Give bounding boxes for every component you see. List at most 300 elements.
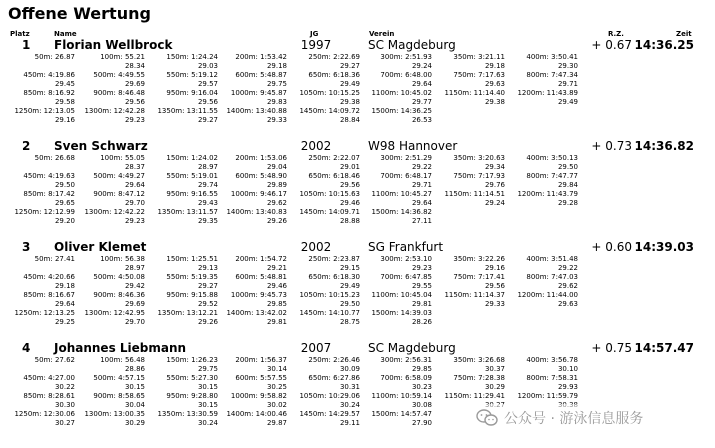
split-time: 50m: 27.41 bbox=[34, 255, 75, 263]
split-time: 1500m: 14:39.03 bbox=[371, 309, 432, 317]
lap-time: 29.87 bbox=[266, 419, 287, 427]
split-table bbox=[0, 154, 715, 226]
split-time: 100m: 55.21 bbox=[100, 53, 145, 61]
lap-time: 30.27 bbox=[54, 419, 75, 427]
split-time: 350m: 3:22.26 bbox=[453, 255, 505, 263]
lap-time: 29.21 bbox=[266, 264, 287, 272]
entry-name: Oliver Klemet bbox=[54, 240, 147, 254]
lap-time: 30.23 bbox=[411, 383, 432, 391]
lap-time: 29.03 bbox=[197, 62, 218, 70]
entry-year: 2002 bbox=[300, 240, 332, 254]
split-time: 50m: 26.68 bbox=[34, 154, 75, 162]
split-lap-row bbox=[0, 80, 715, 89]
lap-time: 30.29 bbox=[124, 419, 145, 427]
lap-time: 29.33 bbox=[484, 300, 505, 308]
split-time: 1450m: 14:29.57 bbox=[299, 410, 360, 418]
split-time: 1150m: 11:14.40 bbox=[444, 89, 505, 97]
split-time: 1000m: 9:58.82 bbox=[230, 392, 287, 400]
entry-rz: + 0.67 bbox=[591, 38, 632, 52]
lap-time: 30.15 bbox=[124, 383, 145, 391]
split-row bbox=[0, 172, 715, 181]
split-time: 800m: 7:47.34 bbox=[526, 71, 578, 79]
split-time: 1250m: 12:12.99 bbox=[14, 208, 75, 216]
lap-time: 29.33 bbox=[266, 116, 287, 124]
lap-time: 29.38 bbox=[339, 98, 360, 106]
split-time: 700m: 6:48.00 bbox=[380, 71, 432, 79]
split-time: 250m: 2:22.07 bbox=[308, 154, 360, 162]
split-lap-row bbox=[0, 199, 715, 208]
lap-time: 29.49 bbox=[557, 98, 578, 106]
split-time: 1450m: 14:09.72 bbox=[299, 107, 360, 115]
split-time: 700m: 6:48.17 bbox=[380, 172, 432, 180]
split-row bbox=[0, 53, 715, 62]
result-entry bbox=[0, 138, 715, 240]
lap-time: 29.57 bbox=[197, 80, 218, 88]
lap-time: 29.89 bbox=[266, 181, 287, 189]
split-time: 1000m: 9:46.17 bbox=[230, 190, 287, 198]
split-time: 100m: 56.38 bbox=[100, 255, 145, 263]
entry-club: SC Magdeburg bbox=[368, 341, 456, 355]
split-time: 250m: 2:23.87 bbox=[308, 255, 360, 263]
split-time: 100m: 55.05 bbox=[100, 154, 145, 162]
lap-time: 29.46 bbox=[266, 282, 287, 290]
lap-time: 30.09 bbox=[339, 365, 360, 373]
lap-time: 29.23 bbox=[124, 116, 145, 124]
split-time: 300m: 2:56.31 bbox=[380, 356, 432, 364]
lap-time: 29.16 bbox=[54, 116, 75, 124]
lap-time: 28.37 bbox=[124, 163, 145, 171]
lap-time: 29.69 bbox=[124, 80, 145, 88]
entry-place: 4 bbox=[22, 341, 31, 355]
lap-time: 29.76 bbox=[484, 181, 505, 189]
entry-place: 2 bbox=[22, 139, 31, 153]
entry-rz: + 0.60 bbox=[591, 240, 632, 254]
lap-time: 29.22 bbox=[557, 264, 578, 272]
split-lap-row bbox=[0, 282, 715, 291]
split-time: 850m: 8:17.42 bbox=[23, 190, 75, 198]
split-time: 1300m: 12:42.28 bbox=[84, 107, 145, 115]
split-time: 1300m: 12:42.22 bbox=[84, 208, 145, 216]
lap-time: 29.49 bbox=[339, 282, 360, 290]
split-row bbox=[0, 255, 715, 264]
lap-time: 29.63 bbox=[557, 300, 578, 308]
lap-time: 29.74 bbox=[197, 181, 218, 189]
split-time: 1300m: 13:00.35 bbox=[84, 410, 145, 418]
lap-time: 29.64 bbox=[411, 199, 432, 207]
split-time: 200m: 1:53.06 bbox=[235, 154, 287, 162]
lap-time: 30.25 bbox=[266, 383, 287, 391]
lap-time: 30.04 bbox=[124, 401, 145, 409]
split-row bbox=[0, 273, 715, 282]
entry-rz: + 0.75 bbox=[591, 341, 632, 355]
header-name: Name bbox=[54, 30, 77, 38]
split-time: 350m: 3:21.11 bbox=[453, 53, 505, 61]
lap-time: 28.97 bbox=[197, 163, 218, 171]
lap-time: 29.50 bbox=[54, 181, 75, 189]
entry-club: SG Frankfurt bbox=[368, 240, 444, 254]
header-place: Platz bbox=[10, 30, 30, 38]
split-time: 1000m: 9:45.73 bbox=[230, 291, 287, 299]
lap-time: 29.63 bbox=[484, 80, 505, 88]
lap-time: 28.34 bbox=[124, 62, 145, 70]
split-lap-row bbox=[0, 98, 715, 107]
lap-time: 29.52 bbox=[197, 300, 218, 308]
split-time: 850m: 8:16.67 bbox=[23, 291, 75, 299]
split-time: 250m: 2:22.69 bbox=[308, 53, 360, 61]
lap-time: 29.22 bbox=[411, 163, 432, 171]
split-time: 600m: 5:48.87 bbox=[235, 71, 287, 79]
split-table bbox=[0, 255, 715, 327]
lap-time: 29.75 bbox=[197, 365, 218, 373]
lap-time: 29.28 bbox=[557, 199, 578, 207]
split-time: 550m: 5:27.30 bbox=[166, 374, 218, 382]
split-time: 600m: 5:57.55 bbox=[235, 374, 287, 382]
lap-time: 29.58 bbox=[54, 98, 75, 106]
split-time: 1400m: 13:40.83 bbox=[226, 208, 287, 216]
lap-time: 29.64 bbox=[411, 80, 432, 88]
lap-time: 29.85 bbox=[266, 300, 287, 308]
lap-time: 29.11 bbox=[339, 419, 360, 427]
lap-time: 29.77 bbox=[411, 98, 432, 106]
lap-time: 28.97 bbox=[124, 264, 145, 272]
result-entry bbox=[0, 239, 715, 341]
split-time: 950m: 9:15.88 bbox=[166, 291, 218, 299]
split-time: 1100m: 10:45.27 bbox=[371, 190, 432, 198]
lap-time: 30.22 bbox=[54, 383, 75, 391]
split-time: 1500m: 14:36.25 bbox=[371, 107, 432, 115]
split-time: 800m: 7:47.77 bbox=[526, 172, 578, 180]
split-time: 650m: 6:18.36 bbox=[308, 71, 360, 79]
split-time: 1350m: 13:11.57 bbox=[157, 208, 218, 216]
split-time: 1400m: 13:40.88 bbox=[226, 107, 287, 115]
split-time: 450m: 4:19.63 bbox=[23, 172, 75, 180]
lap-time: 29.70 bbox=[124, 318, 145, 326]
split-time: 400m: 3:50.41 bbox=[526, 53, 578, 61]
split-row bbox=[0, 71, 715, 80]
split-time: 650m: 6:18.46 bbox=[308, 172, 360, 180]
split-lap-row bbox=[0, 264, 715, 273]
lap-time: 29.62 bbox=[266, 199, 287, 207]
lap-time: 29.18 bbox=[266, 62, 287, 70]
split-time: 1050m: 10:29.06 bbox=[299, 392, 360, 400]
split-time: 500m: 4:49.55 bbox=[93, 71, 145, 79]
split-lap-row bbox=[0, 181, 715, 190]
lap-time: 30.37 bbox=[484, 365, 505, 373]
lap-time: 27.11 bbox=[411, 217, 432, 225]
split-time: 1250m: 12:30.06 bbox=[14, 410, 75, 418]
split-time: 650m: 6:18.30 bbox=[308, 273, 360, 281]
split-time: 150m: 1:25.51 bbox=[166, 255, 218, 263]
lap-time: 29.24 bbox=[411, 62, 432, 70]
lap-time: 29.56 bbox=[484, 282, 505, 290]
entry-name: Sven Schwarz bbox=[54, 139, 148, 153]
entry-time: 14:36.82 bbox=[634, 139, 694, 153]
split-time: 1250m: 12:13.05 bbox=[14, 107, 75, 115]
page-title: Offene Wertung bbox=[8, 4, 151, 23]
split-time: 400m: 3:50.13 bbox=[526, 154, 578, 162]
lap-time: 30.08 bbox=[411, 401, 432, 409]
lap-time: 29.62 bbox=[557, 282, 578, 290]
entry-time: 14:39.03 bbox=[634, 240, 694, 254]
entry-rz: + 0.73 bbox=[591, 139, 632, 153]
split-time: 900m: 8:47.12 bbox=[93, 190, 145, 198]
lap-time: 29.27 bbox=[197, 116, 218, 124]
entry-name: Florian Wellbrock bbox=[54, 38, 173, 52]
split-time: 1400m: 14:00.46 bbox=[226, 410, 287, 418]
header-year: JG bbox=[310, 30, 319, 38]
split-time: 750m: 7:17.41 bbox=[453, 273, 505, 281]
split-time: 750m: 7:17.63 bbox=[453, 71, 505, 79]
lap-time: 29.27 bbox=[197, 282, 218, 290]
lap-time: 29.81 bbox=[266, 318, 287, 326]
entry-time: 14:36.25 bbox=[634, 38, 694, 52]
lap-time: 28.86 bbox=[124, 365, 145, 373]
lap-time: 29.18 bbox=[54, 282, 75, 290]
lap-time: 30.29 bbox=[484, 383, 505, 391]
split-time: 200m: 1:53.42 bbox=[235, 53, 287, 61]
lap-time: 29.23 bbox=[411, 264, 432, 272]
split-row bbox=[0, 208, 715, 217]
lap-time: 29.71 bbox=[411, 181, 432, 189]
split-time: 550m: 5:19.12 bbox=[166, 71, 218, 79]
split-lap-row bbox=[0, 116, 715, 125]
lap-time: 28.88 bbox=[339, 217, 360, 225]
lap-time: 30.30 bbox=[54, 401, 75, 409]
split-time: 800m: 7:47.03 bbox=[526, 273, 578, 281]
lap-time: 30.15 bbox=[197, 383, 218, 391]
lap-time: 29.42 bbox=[124, 282, 145, 290]
entry-year: 2002 bbox=[300, 139, 332, 153]
lap-time: 30.14 bbox=[266, 365, 287, 373]
split-time: 200m: 1:54.72 bbox=[235, 255, 287, 263]
lap-time: 29.64 bbox=[54, 300, 75, 308]
lap-time: 29.26 bbox=[266, 217, 287, 225]
lap-time: 29.24 bbox=[484, 199, 505, 207]
split-time: 1100m: 10:45.02 bbox=[371, 89, 432, 97]
split-time: 1300m: 12:42.95 bbox=[84, 309, 145, 317]
split-time: 300m: 2:51.29 bbox=[380, 154, 432, 162]
entry-year: 1997 bbox=[300, 38, 332, 52]
split-time: 750m: 7:17.93 bbox=[453, 172, 505, 180]
header-time: Zeit bbox=[676, 30, 692, 38]
split-time: 550m: 5:19.01 bbox=[166, 172, 218, 180]
lap-time: 29.85 bbox=[411, 365, 432, 373]
split-time: 450m: 4:27.00 bbox=[23, 374, 75, 382]
split-time: 900m: 8:46.48 bbox=[93, 89, 145, 97]
lap-time: 29.93 bbox=[557, 383, 578, 391]
split-time: 400m: 3:56.78 bbox=[526, 356, 578, 364]
lap-time: 29.50 bbox=[339, 300, 360, 308]
lap-time: 29.13 bbox=[197, 264, 218, 272]
split-time: 300m: 2:53.10 bbox=[380, 255, 432, 263]
entry-club: W98 Hannover bbox=[368, 139, 458, 153]
split-time: 300m: 2:51.93 bbox=[380, 53, 432, 61]
split-lap-row bbox=[0, 365, 715, 374]
split-time: 1100m: 10:59.14 bbox=[371, 392, 432, 400]
split-time: 950m: 9:28.80 bbox=[166, 392, 218, 400]
lap-time: 29.15 bbox=[339, 264, 360, 272]
split-time: 1150m: 11:29.41 bbox=[444, 392, 505, 400]
split-time: 50m: 27.62 bbox=[34, 356, 75, 364]
split-time: 1450m: 14:09.71 bbox=[299, 208, 360, 216]
lap-time: 29.56 bbox=[197, 98, 218, 106]
split-lap-row bbox=[0, 383, 715, 392]
split-time: 450m: 4:19.86 bbox=[23, 71, 75, 79]
lap-time: 29.45 bbox=[54, 80, 75, 88]
header-rz: R.Z. bbox=[608, 30, 624, 38]
split-time: 450m: 4:20.66 bbox=[23, 273, 75, 281]
split-time: 700m: 6:47.85 bbox=[380, 273, 432, 281]
split-time: 350m: 3:26.68 bbox=[453, 356, 505, 364]
lap-time: 27.90 bbox=[411, 419, 432, 427]
split-time: 1200m: 11:43.89 bbox=[517, 89, 578, 97]
split-lap-row bbox=[0, 300, 715, 309]
split-time: 1350m: 13:30.59 bbox=[157, 410, 218, 418]
lap-time: 29.25 bbox=[54, 318, 75, 326]
lap-time: 29.04 bbox=[266, 163, 287, 171]
lap-time: 30.31 bbox=[339, 383, 360, 391]
wechat-icon bbox=[476, 409, 498, 427]
entry-time: 14:57.47 bbox=[634, 341, 694, 355]
lap-time: 29.50 bbox=[557, 163, 578, 171]
split-time: 700m: 6:58.09 bbox=[380, 374, 432, 382]
split-time: 1450m: 14:10.77 bbox=[299, 309, 360, 317]
lap-time: 29.75 bbox=[266, 80, 287, 88]
split-row bbox=[0, 89, 715, 98]
lap-time: 30.24 bbox=[197, 419, 218, 427]
lap-time: 29.46 bbox=[339, 199, 360, 207]
split-row bbox=[0, 107, 715, 116]
split-row bbox=[0, 356, 715, 365]
lap-time: 29.20 bbox=[54, 217, 75, 225]
lap-time: 29.81 bbox=[411, 300, 432, 308]
result-entry bbox=[0, 37, 715, 139]
split-time: 1050m: 10:15.25 bbox=[299, 89, 360, 97]
split-time: 1200m: 11:59.79 bbox=[517, 392, 578, 400]
split-time: 600m: 5:48.81 bbox=[235, 273, 287, 281]
lap-time: 28.26 bbox=[411, 318, 432, 326]
split-time: 50m: 26.87 bbox=[34, 53, 75, 61]
header-club: Verein bbox=[369, 30, 395, 38]
lap-time: 29.71 bbox=[557, 80, 578, 88]
entry-place: 3 bbox=[22, 240, 31, 254]
split-time: 350m: 3:20.63 bbox=[453, 154, 505, 162]
split-time: 500m: 4:49.27 bbox=[93, 172, 145, 180]
split-row bbox=[0, 392, 715, 401]
lap-time: 29.49 bbox=[339, 80, 360, 88]
lap-time: 29.70 bbox=[124, 199, 145, 207]
lap-time: 29.01 bbox=[339, 163, 360, 171]
lap-time: 29.27 bbox=[339, 62, 360, 70]
split-time: 850m: 8:28.61 bbox=[23, 392, 75, 400]
split-time: 1050m: 10:15.63 bbox=[299, 190, 360, 198]
split-time: 150m: 1:24.24 bbox=[166, 53, 218, 61]
split-time: 150m: 1:24.02 bbox=[166, 154, 218, 162]
split-time: 900m: 8:58.65 bbox=[93, 392, 145, 400]
lap-time: 29.69 bbox=[124, 300, 145, 308]
split-time: 250m: 2:26.46 bbox=[308, 356, 360, 364]
split-time: 750m: 7:28.38 bbox=[453, 374, 505, 382]
split-time: 950m: 9:16.04 bbox=[166, 89, 218, 97]
split-time: 1250m: 12:13.25 bbox=[14, 309, 75, 317]
split-time: 150m: 1:26.23 bbox=[166, 356, 218, 364]
lap-time: 29.16 bbox=[484, 264, 505, 272]
split-time: 1350m: 13:12.21 bbox=[157, 309, 218, 317]
watermark bbox=[470, 404, 705, 432]
split-row bbox=[0, 309, 715, 318]
lap-time: 29.55 bbox=[411, 282, 432, 290]
split-time: 800m: 7:58.31 bbox=[526, 374, 578, 382]
split-lap-row bbox=[0, 318, 715, 327]
split-time: 650m: 6:27.86 bbox=[308, 374, 360, 382]
split-time: 950m: 9:16.55 bbox=[166, 190, 218, 198]
lap-time: 29.35 bbox=[197, 217, 218, 225]
split-row bbox=[0, 190, 715, 199]
lap-time: 29.30 bbox=[557, 62, 578, 70]
split-table bbox=[0, 53, 715, 125]
split-time: 1150m: 11:14.37 bbox=[444, 291, 505, 299]
split-time: 200m: 1:56.37 bbox=[235, 356, 287, 364]
split-time: 1500m: 14:36.82 bbox=[371, 208, 432, 216]
lap-time: 29.43 bbox=[197, 199, 218, 207]
split-row bbox=[0, 374, 715, 383]
split-time: 1200m: 11:43.79 bbox=[517, 190, 578, 198]
lap-time: 30.10 bbox=[557, 365, 578, 373]
split-time: 600m: 5:48.90 bbox=[235, 172, 287, 180]
split-time: 1400m: 13:42.02 bbox=[226, 309, 287, 317]
lap-time: 28.84 bbox=[339, 116, 360, 124]
split-time: 900m: 8:46.36 bbox=[93, 291, 145, 299]
split-time: 1100m: 10:45.04 bbox=[371, 291, 432, 299]
entry-name: Johannes Liebmann bbox=[54, 341, 187, 355]
entry-club: SC Magdeburg bbox=[368, 38, 456, 52]
split-time: 1200m: 11:44.00 bbox=[517, 291, 578, 299]
lap-time: 29.38 bbox=[484, 98, 505, 106]
lap-time: 29.84 bbox=[557, 181, 578, 189]
split-time: 1350m: 13:11.55 bbox=[157, 107, 218, 115]
split-time: 1150m: 11:14.51 bbox=[444, 190, 505, 198]
split-lap-row bbox=[0, 163, 715, 172]
lap-time: 28.75 bbox=[339, 318, 360, 326]
entry-year: 2007 bbox=[300, 341, 332, 355]
split-lap-row bbox=[0, 217, 715, 226]
entry-place: 1 bbox=[22, 38, 31, 52]
lap-time: 29.18 bbox=[484, 62, 505, 70]
split-time: 1500m: 14:57.47 bbox=[371, 410, 432, 418]
lap-time: 26.53 bbox=[411, 116, 432, 124]
split-time: 1050m: 10:15.23 bbox=[299, 291, 360, 299]
lap-time: 30.15 bbox=[197, 401, 218, 409]
split-time: 850m: 8:16.92 bbox=[23, 89, 75, 97]
split-time: 100m: 56.48 bbox=[100, 356, 145, 364]
lap-time: 29.83 bbox=[266, 98, 287, 106]
lap-time: 29.34 bbox=[484, 163, 505, 171]
lap-time: 29.56 bbox=[124, 98, 145, 106]
lap-time: 29.26 bbox=[197, 318, 218, 326]
split-lap-row bbox=[0, 62, 715, 71]
split-time: 1000m: 9:45.87 bbox=[230, 89, 287, 97]
split-time: 400m: 3:51.48 bbox=[526, 255, 578, 263]
lap-time: 29.56 bbox=[339, 181, 360, 189]
split-row bbox=[0, 291, 715, 300]
watermark-text: 公众号 · 游泳信息服务 bbox=[504, 411, 644, 427]
lap-time: 29.64 bbox=[124, 181, 145, 189]
split-row bbox=[0, 154, 715, 163]
split-time: 500m: 4:57.15 bbox=[93, 374, 145, 382]
lap-time: 29.23 bbox=[124, 217, 145, 225]
lap-time: 29.65 bbox=[54, 199, 75, 207]
lap-time: 30.24 bbox=[339, 401, 360, 409]
